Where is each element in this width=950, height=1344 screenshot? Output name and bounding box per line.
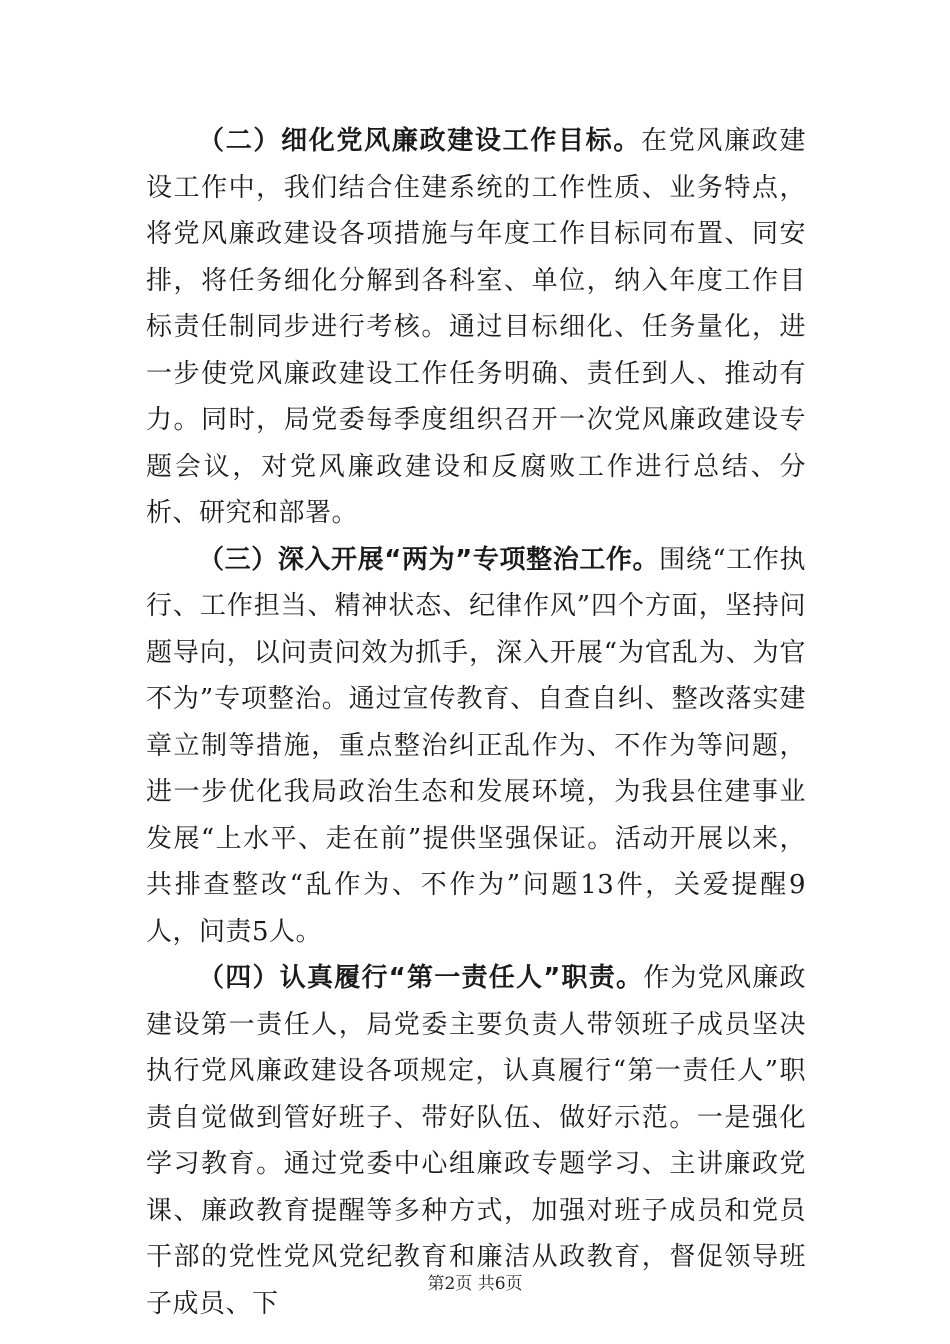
paragraph-heading: （三）深入开展“两为”专项整治工作。 [198, 544, 660, 575]
paragraph-text: 在党风廉政建设工作中，我们结合住建系统的工作性质、业务特点，将党风廉政建设各项措施与年度工作目标同布置、同安排，将任务细化分解到各科室、单位，纳入年度工作目标责任制同步进行考核。通过目标细化、任务量化，进一步使党风廉政建设工作任务明确、责任到人、推动有力。同时，局党委每季度组织召开一次党风廉政建设专题会议，对党风廉政建设和反腐败工作进行总结、分析、研究和部署。 [146, 126, 806, 528]
page-number-footer: 第2页 共6页 [427, 1274, 523, 1294]
paragraph-heading: （四）认真履行“第一责任人”职责。 [198, 963, 644, 993]
paragraph-text: 作为党风廉政建设第一责任人，局党委主要负责人带领班子成员坚决执行党风廉政建设各项规定，认真履行“第一责任人”职责自觉做到管好班子、带好队伍、做好示范。一是强化学习教育。通过党委中心组廉政专题学习、主讲廉政党课、廉政教育提醒等多种方式，加强对班子成员和党员干部的党性党风党纪教育和廉洁从政教育，督促领导班子成员、下 [146, 963, 806, 1319]
paragraph-2 [146, 118, 806, 537]
paragraph-heading: （二）细化党风廉政建设工作目标。 [198, 126, 642, 156]
paragraph-text: 围绕“工作执行、工作担当、精神状态、纪律作风”四个方面，坚持问题导向，以问责问效为抓手，深入开展“为官乱为、为官不为”专项整治。通过宣传教育、自查自纠、整改落实建章立制等措施，重点整治纠正乱作为、不作为等问题，进一步优化我局政治生态和发展环境，为我县住建事业发展“上水平、走在前”提供坚强保证。活动开展以来，共排查整改“乱作为、不作为”问题13件，关爱提醒9人，问责5人。 [146, 544, 806, 947]
document-body [146, 118, 806, 1327]
paragraph-3 [146, 537, 806, 956]
